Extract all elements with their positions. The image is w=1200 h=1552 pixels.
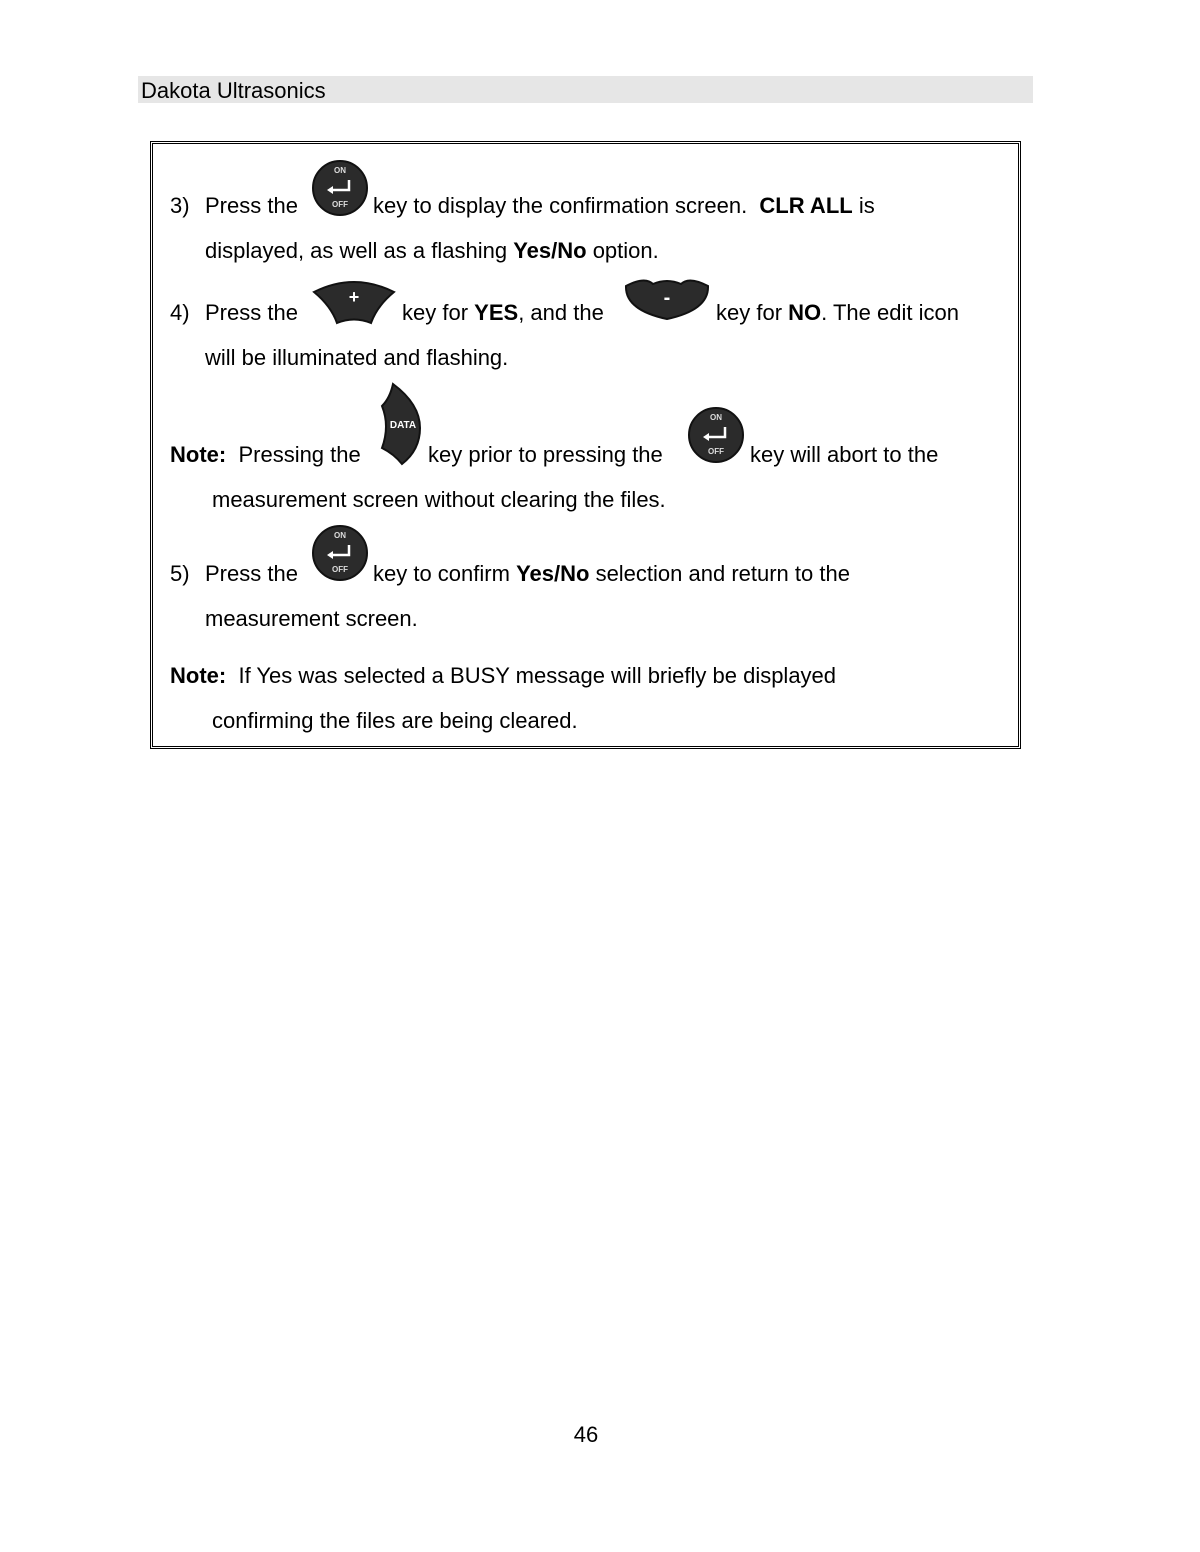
step-4-number: 4) [170, 300, 190, 325]
data-key-icon [378, 382, 424, 466]
note-2-text-a: If Yes was selected a BUSY message will briefly be displayed [238, 663, 837, 688]
step-5-line-2 [205, 606, 418, 632]
note-1-text-a: Pressing the [238, 442, 361, 467]
note-1-line-1c [750, 442, 938, 468]
step-5-text-e: measurement screen. [205, 606, 418, 631]
step-4-line-1b [402, 300, 604, 326]
step-3-number: 3) [170, 193, 190, 218]
step-4-line-1c [716, 300, 959, 326]
note-2-label: Note: [170, 663, 227, 688]
note-1-line-1b [428, 442, 663, 468]
plus-key-icon [311, 276, 397, 326]
step-3-line-1 [170, 193, 298, 219]
step-4-text-d: , and the [518, 300, 604, 325]
svg-text:OFF: OFF [332, 565, 348, 574]
step-4-text-b: key for [402, 300, 469, 325]
step-4-text-a: Press the [205, 300, 298, 325]
page-number: 46 [573, 1422, 599, 1447]
step-5-text-d: selection and return to the [595, 561, 850, 586]
step-3-line-1b [373, 193, 875, 219]
step-3-text-d: is [858, 193, 875, 218]
step-3-text-g: option. [592, 238, 659, 263]
step-3-yes-no: Yes/No [513, 238, 587, 263]
step-3-text-b: key to display the confirmation screen. [373, 193, 748, 218]
note-1-text-b: key prior to pressing the [428, 442, 663, 467]
step-4-line-1 [170, 300, 298, 326]
step-4-yes: YES [474, 300, 519, 325]
svg-text:DATA: DATA [389, 420, 417, 431]
on-off-enter-key-icon [687, 406, 745, 464]
note-2-text-b: confirming the files are being cleared. [212, 708, 578, 733]
running-header [138, 76, 1033, 103]
step-5-line-1 [170, 561, 298, 587]
step-4-no: NO [788, 300, 822, 325]
svg-text:-: - [663, 287, 671, 309]
step-5-text-b: key to confirm [373, 561, 510, 586]
svg-text:ON: ON [710, 413, 722, 422]
svg-text:+: + [348, 287, 360, 307]
note-1-text-d: measurement screen without clearing the files. [212, 487, 666, 512]
step-5-yes-no: Yes/No [516, 561, 590, 586]
step-3-text-a: Press the [205, 193, 298, 218]
note-1-text-c: key will abort to the [750, 442, 939, 467]
step-3-line-2 [205, 238, 659, 264]
note-2-line-2 [212, 708, 578, 734]
note-1-line-1 [170, 442, 361, 468]
step-5-text-a: Press the [205, 561, 298, 586]
on-off-enter-key-icon [311, 524, 369, 582]
svg-text:OFF: OFF [708, 447, 724, 456]
step-4-text-h: will be illuminated and flashing. [205, 345, 509, 370]
note-2-line-1 [170, 663, 836, 689]
step-4-text-g: . The edit icon [821, 300, 959, 325]
note-1-line-2 [212, 487, 666, 513]
svg-text:OFF: OFF [332, 200, 348, 209]
step-4-line-2 [205, 345, 508, 371]
svg-text:ON: ON [334, 531, 346, 540]
step-5-line-1b [373, 561, 850, 587]
on-off-enter-key-icon [311, 159, 369, 217]
step-3-clr-all: CLR ALL [759, 193, 853, 218]
step-5-number: 5) [170, 561, 190, 586]
minus-key-icon [623, 274, 711, 322]
note-1-label: Note: [170, 442, 227, 467]
svg-text:ON: ON [334, 166, 346, 175]
header-title: Dakota Ultrasonics [141, 78, 326, 103]
step-4-text-e: key for [716, 300, 783, 325]
step-3-text-e: displayed, as well as a flashing [205, 238, 508, 263]
